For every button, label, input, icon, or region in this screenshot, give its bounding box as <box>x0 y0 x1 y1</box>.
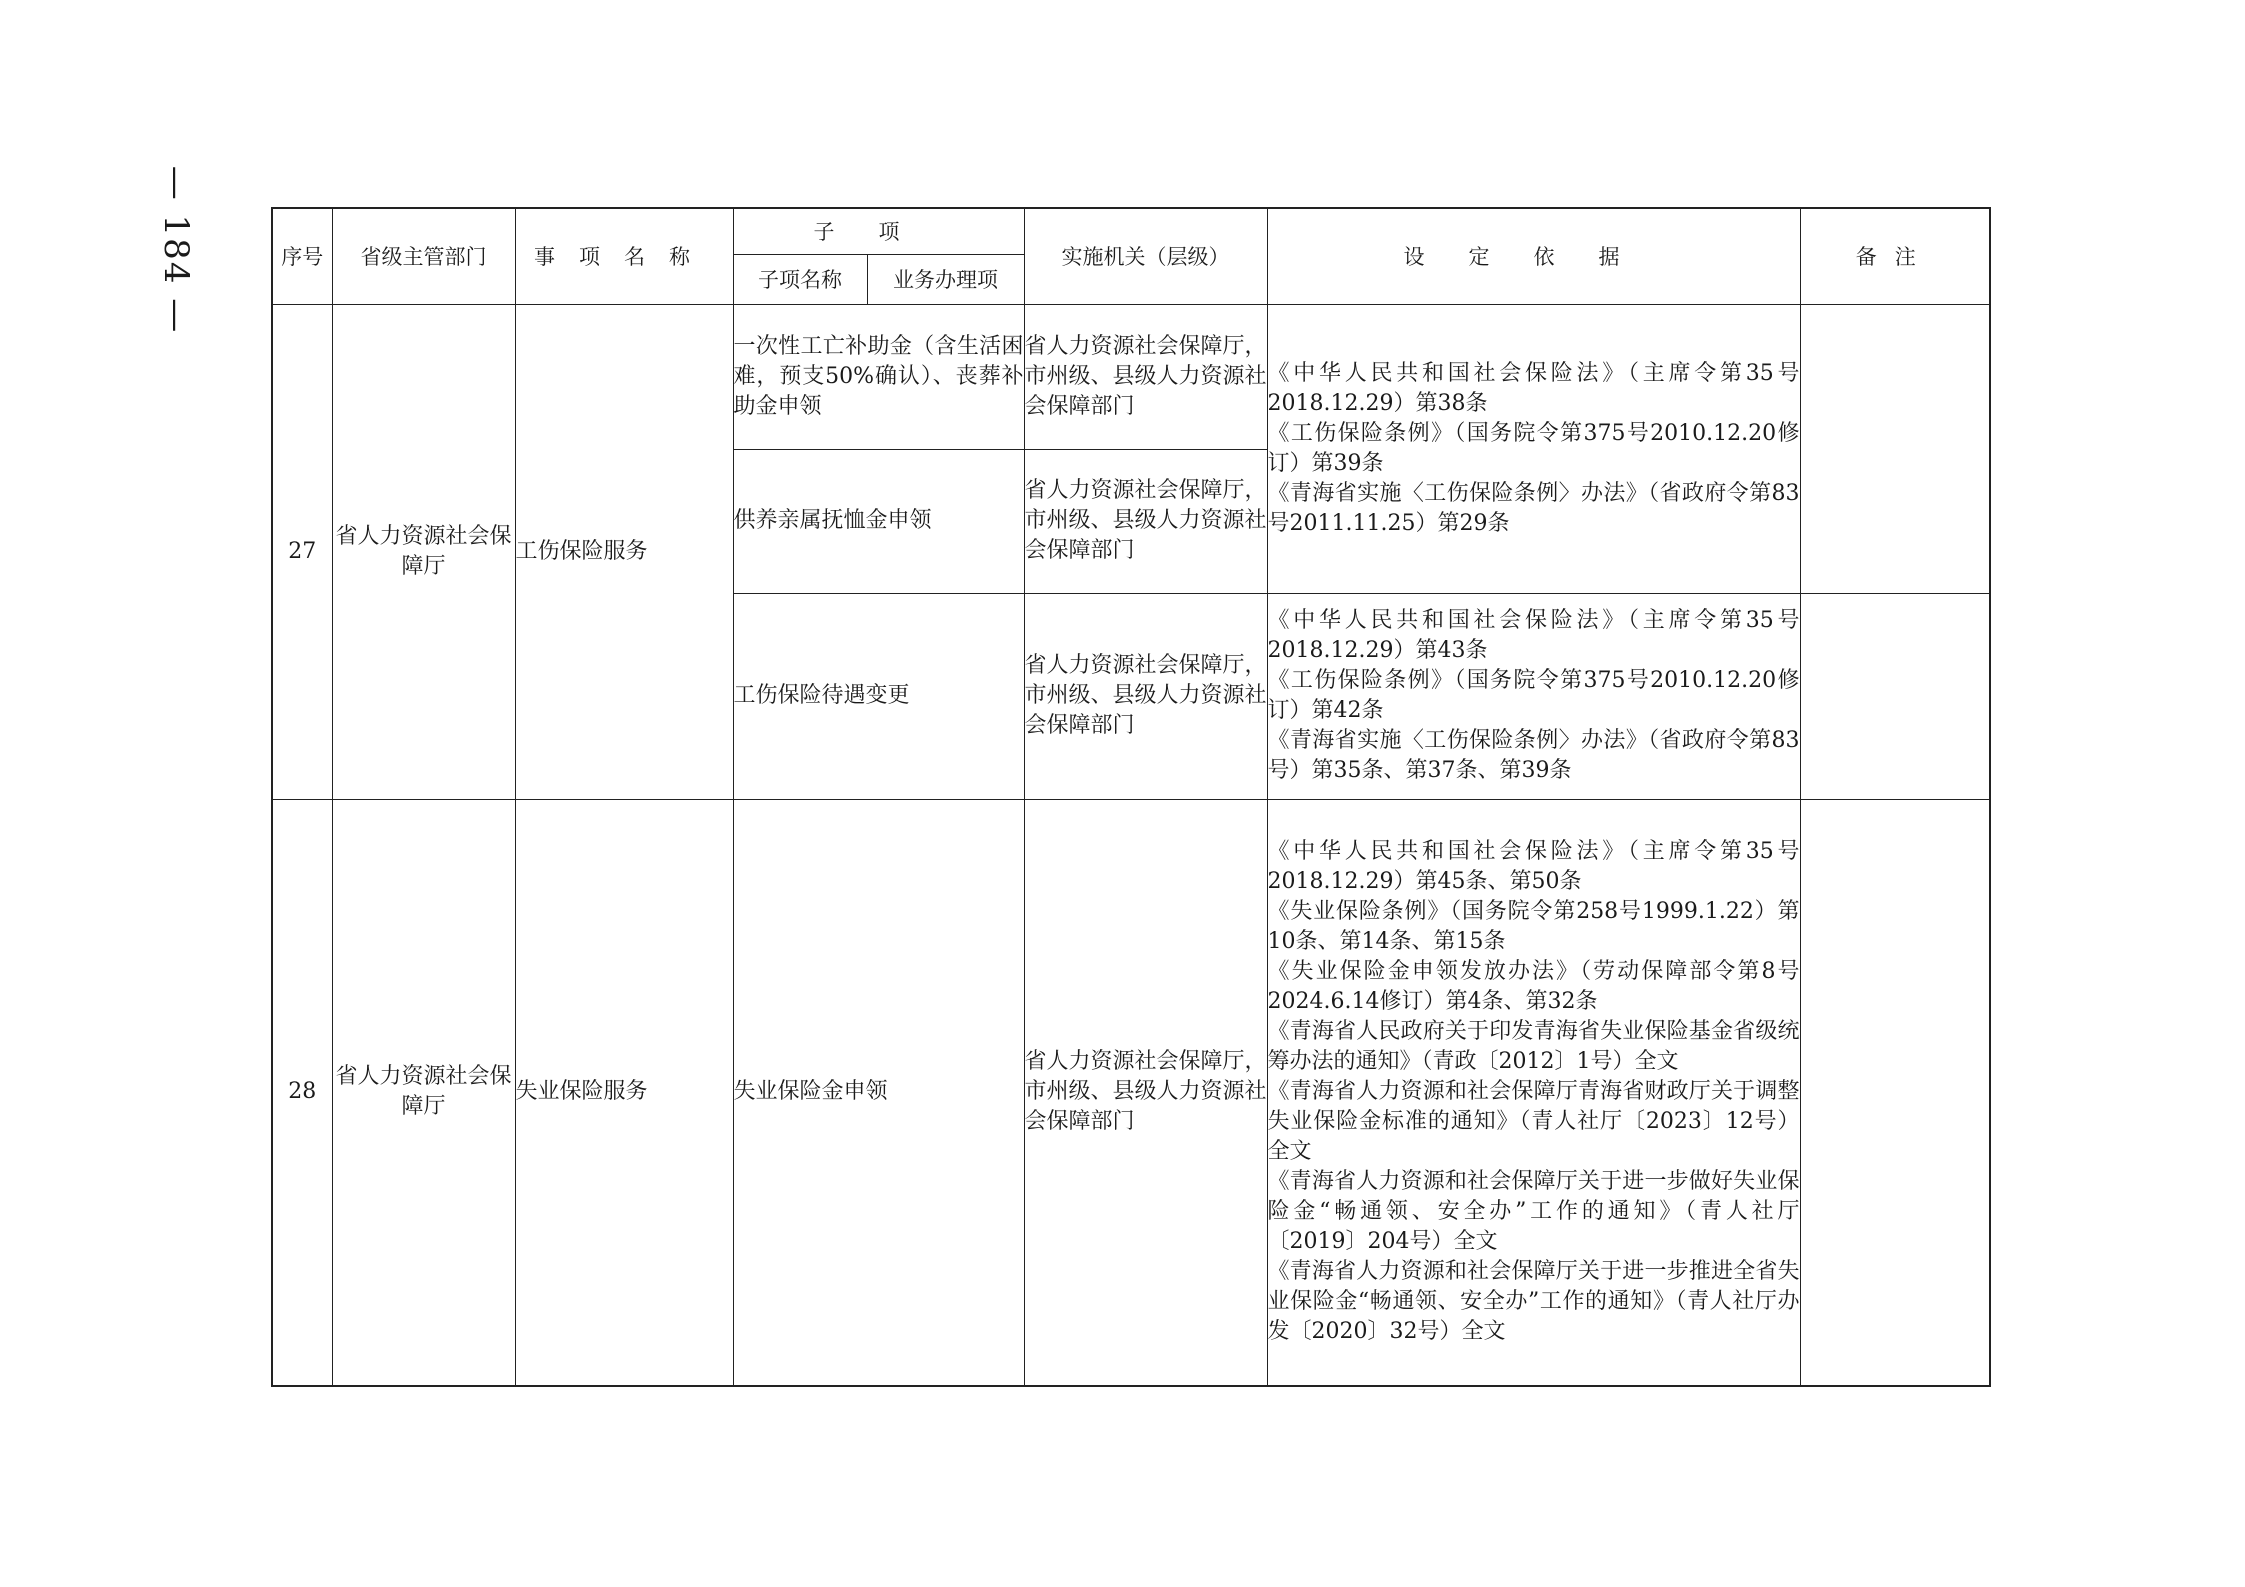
row-27-sub-1-name: 一次性工亡补助金（含生活困难，预支50%确认）、丧葬补助金申领 <box>733 304 1024 449</box>
row-27-dept: 省人力资源社会保障厅 <box>332 304 515 799</box>
row-28-agency: 省人力资源社会保障厅，市州级、县级人力资源社会保障部门 <box>1024 799 1267 1386</box>
basis-line: 《中华人民共和国社会保险法》（主席令第35号2018.12.29）第38条 <box>1267 360 1800 416</box>
row-27-basis-b <box>1267 593 1800 799</box>
header-sub-item: 子项 <box>733 208 1024 254</box>
basis-line: 《失业保险条例》（国务院令第258号1999.1.22）第10条、第14条、第15条 <box>1267 899 1800 955</box>
service-items-table <box>271 207 1991 1387</box>
row-28-item: 失业保险服务 <box>515 799 733 1386</box>
row-27-sub-2-agency: 省人力资源社会保障厅，市州级、县级人力资源社会保障部门 <box>1024 449 1267 593</box>
row-28-basis <box>1267 799 1800 1386</box>
basis-line: 《中华人民共和国社会保险法》（主席令第35号2018.12.29）第43条 <box>1267 608 1800 663</box>
header-dept: 省级主管部门 <box>332 208 515 304</box>
row-27-seq: 27 <box>272 304 332 799</box>
header-agency: 实施机关（层级） <box>1024 208 1267 304</box>
basis-line: 《青海省实施〈工伤保险条例〉办法》（省政府令第83号2011.11.25）第29条 <box>1267 480 1800 536</box>
row-27-remark-a <box>1800 304 1990 593</box>
row-28-dept: 省人力资源社会保障厅 <box>332 799 515 1386</box>
row-27-sub-3-name: 工伤保险待遇变更 <box>733 593 1024 799</box>
basis-line: 《青海省实施〈工伤保险条例〉办法》（省政府令第83号）第35条、第37条、第39条 <box>1267 728 1800 783</box>
row-27-item: 工伤保险服务 <box>515 304 733 799</box>
row-27-sub-1-agency: 省人力资源社会保障厅，市州级、县级人力资源社会保障部门 <box>1024 304 1267 449</box>
page-number: — 184 — <box>156 165 196 335</box>
basis-line: 《工伤保险条例》（国务院令第375号2010.12.20修订）第39条 <box>1267 420 1800 476</box>
basis-line: 《中华人民共和国社会保险法》（主席令第35号2018.12.29）第45条、第50条 <box>1267 839 1800 895</box>
header-basis: 设定依据 <box>1267 208 1800 304</box>
row-28-remark <box>1800 799 1990 1386</box>
header-seq: 序号 <box>272 208 332 304</box>
table-row <box>272 799 1990 1386</box>
header-item-name: 事项名称 <box>515 208 733 304</box>
row-27-sub-3-agency: 省人力资源社会保障厅，市州级、县级人力资源社会保障部门 <box>1024 593 1267 799</box>
table-row <box>272 304 1990 449</box>
basis-line: 《青海省人力资源和社会保障厅青海省财政厅关于调整失业保险金标准的通知》（青人社厅〔2023〕12号）全文 <box>1267 1079 1800 1165</box>
basis-line: 《工伤保险条例》（国务院令第375号2010.12.20修订）第42条 <box>1267 668 1800 723</box>
basis-line: 《失业保险金申领发放办法》（劳动保障部令第8号2024.6.14修订）第4条、第32条 <box>1267 959 1800 1015</box>
basis-line: 《青海省人力资源和社会保障厅关于进一步推进全省失业保险金“畅通领、安全办”工作的通知》（青人社厅办发〔2020〕32号）全文 <box>1267 1259 1800 1345</box>
basis-line: 《青海省人力资源和社会保障厅关于进一步做好失业保险金“畅通领、安全办”工作的通知》（青人社厅〔2019〕204号）全文 <box>1267 1169 1800 1255</box>
row-27-sub-2-name: 供养亲属抚恤金申领 <box>733 449 1024 593</box>
header-business: 业务办理项 <box>867 254 1024 304</box>
row-28-sub-name: 失业保险金申领 <box>733 799 1024 1386</box>
header-remark: 备注 <box>1800 208 1990 304</box>
header-sub-name: 子项名称 <box>733 254 867 304</box>
row-28-seq: 28 <box>272 799 332 1386</box>
basis-line: 《青海省人民政府关于印发青海省失业保险基金省级统筹办法的通知》（青政〔2012〕1号）全文 <box>1267 1019 1800 1075</box>
row-27-basis-a <box>1267 304 1800 593</box>
row-27-remark-b <box>1800 593 1990 799</box>
